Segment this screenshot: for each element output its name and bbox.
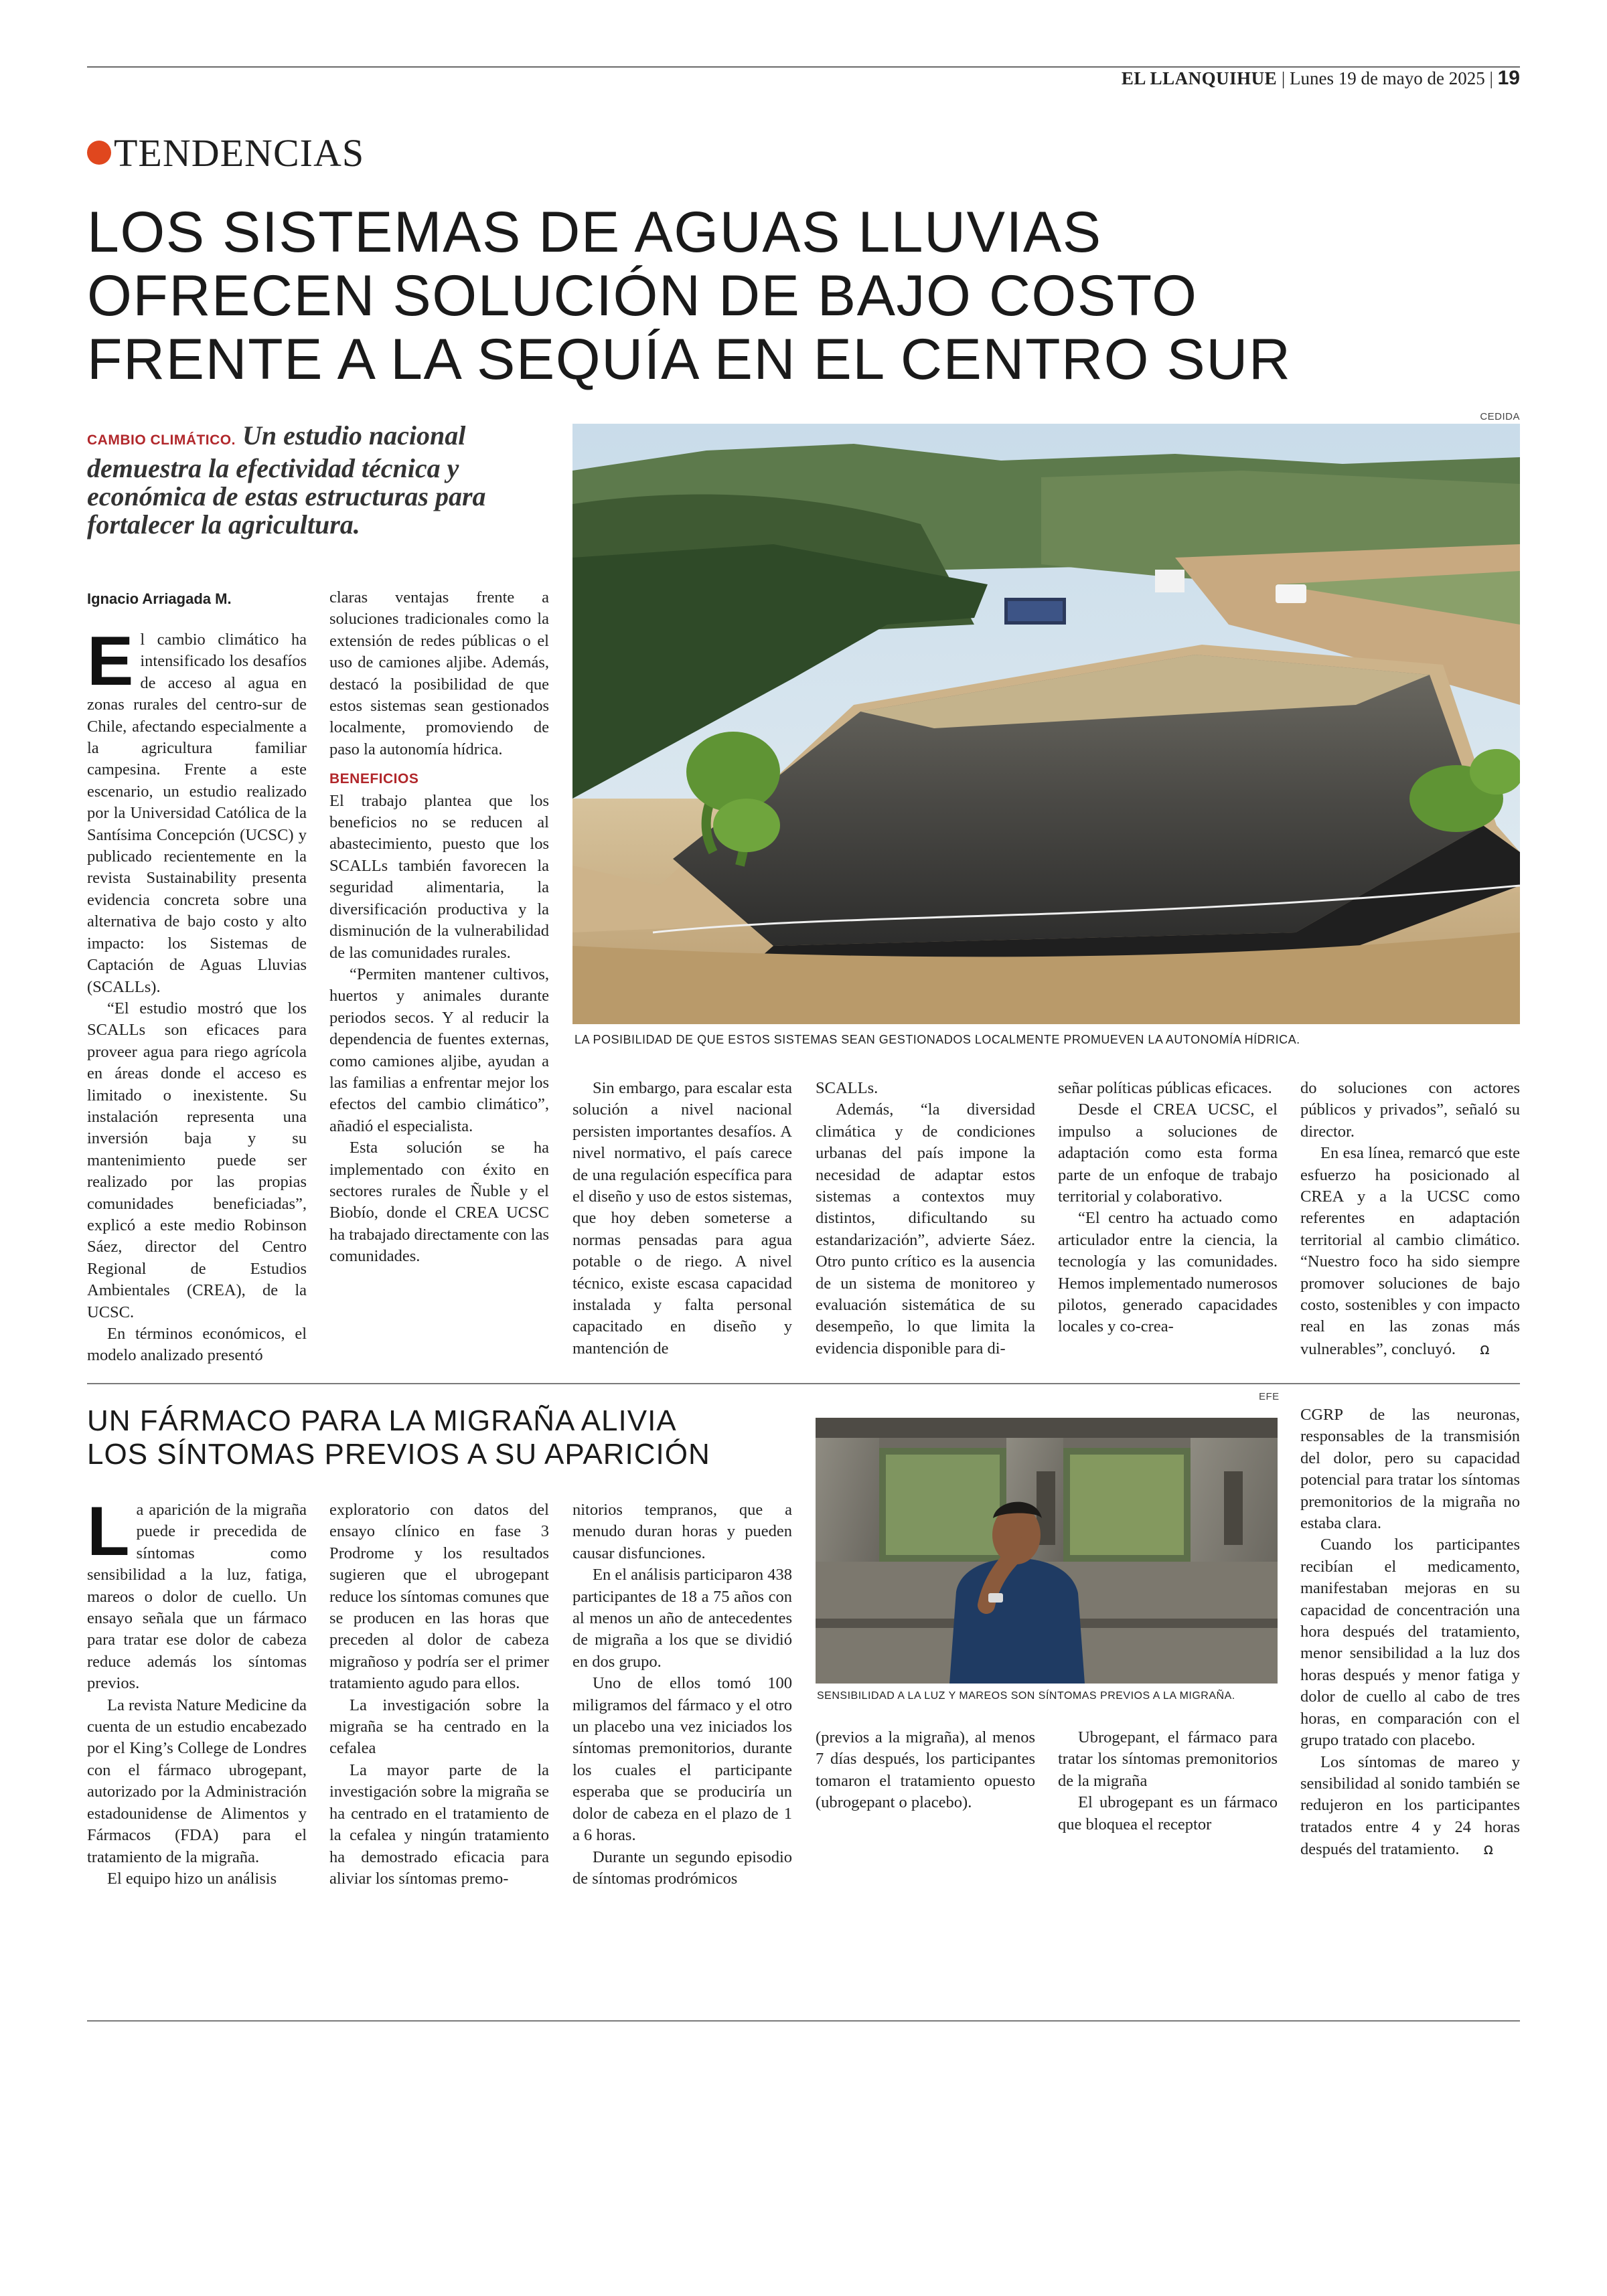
migraine-illustration: [816, 1418, 1278, 1684]
headline-line: LOS SÍNTOMAS PREVIOS A SU APARICIÓN: [87, 1438, 710, 1471]
paragraph: En el análisis participaron 438 participantes de 18 a 75 años con al menos un año de antecedentes de migraña a los que se dividió en dos grupo.: [572, 1566, 792, 1671]
paragraph: Durante un segundo episodio de síntomas prodrómicos: [572, 1848, 792, 1888]
paragraph: “El estudio mostró que los SCALLs son eficaces para proveer agua para riego agrícola en áreas donde el acceso es limitado o inexistente. Su instalación representa una inversión baja y su mantenimiento puede ser realizado por las propias comunidades beneficiadas”, explicó a este medio Robinson Sáez, director del Centro Regional de Estudios Ambientales (CREA), de la UCSC.: [87, 999, 307, 1321]
deck-text: Un estudio nacional demuestra la efectividad técnica y económica de estas estructuras para fortalecer la agricultura.: [87, 420, 486, 540]
paragraph: Sin embargo, para escalar esta solución a nivel nacional persisten importantes desafíos. A nivel normativo, el país carece de una regulación específica para el diseño y uso de estos sistemas, que hoy deben someterse a normas pensadas para agua potable o de riego. A nivel técnico, existe escasa capacidad instalada y falta personal capacitado en diseño y mantención de: [572, 1079, 792, 1358]
article1-column-4: [816, 1078, 1035, 1360]
article1-column-1: [87, 623, 307, 1367]
article2-column-4: [816, 1727, 1035, 1814]
paragraph: La mayor parte de la investigación sobre la migraña se ha centrado en el tratamiento de la cefalea y ningún tratamiento ha demostrado eficacia para aliviar los síntomas premo-: [329, 1760, 549, 1888]
headline-line: LOS SISTEMAS DE AGUAS LLUVIAS: [87, 200, 1102, 264]
paper-name: EL LLANQUIHUE: [1121, 68, 1278, 88]
paragraph: Esta solución se ha implementado con éxito en sectores rurales de Ñuble y el Biobío, donde el CREA UCSC ha trabajado directamente con las comunidades.: [329, 1139, 549, 1266]
paragraph: En esa línea, remarcó que este esfuerzo ha posicionado al CREA y a la UCSC como referentes en adaptación territorial al cambio climático. “Nuestro foco ha sido siempre promover soluciones de bajo costo, sostenibles y con impacto real en las zonas más vulnerables”, concluyó.: [1300, 1144, 1520, 1358]
page-number: 19: [1497, 67, 1520, 89]
paragraph: La investigación sobre la migraña se ha centrado en la cefalea: [329, 1696, 549, 1758]
reservoir-illustration: [572, 424, 1520, 1024]
paragraph: nitorios tempranos, que a menudo duran horas y pueden causar disfunciones.: [572, 1501, 792, 1562]
headline-line: UN FÁRMACO PARA LA MIGRAÑA ALIVIA: [87, 1404, 677, 1437]
subhead: BENEFICIOS: [329, 771, 419, 787]
folio-separator: |: [1489, 68, 1493, 88]
paragraph: CGRP de las neuronas, responsables de la transmisión del dolor, pero su capacidad potencial para tratar los síntomas premonitorios de la migraña no estaba clara.: [1300, 1406, 1520, 1533]
article1-column-5: [1058, 1078, 1278, 1338]
paragraph: El ubrogepant es un fármaco que bloquea el receptor: [1058, 1793, 1278, 1833]
headline-line: FRENTE A LA SEQUÍA EN EL CENTRO SUR: [87, 327, 1292, 392]
photo-caption: LA POSIBILIDAD DE QUE ESTOS SISTEMAS SEAN GESTIONADOS LOCALMENTE PROMUEVEN LA AUTONOMÍA HÍDRICA.: [575, 1033, 1300, 1046]
paragraph: El equipo hizo un análisis: [107, 1869, 277, 1888]
paragraph: Los síntomas de mareo y sensibilidad al sonido también se redujeron en los participantes tratados entre 4 y 24 horas después del tratamiento.: [1300, 1752, 1520, 1859]
photo-caption: SENSIBILIDAD A LA LUZ Y MAREOS SON SÍNTOMAS PREVIOS A LA MIGRAÑA.: [817, 1690, 1235, 1702]
migraine-photo: [816, 1418, 1278, 1684]
section-label: [87, 131, 364, 175]
paragraph: (previos a la migraña), al menos 7 días después, los participantes tomaron el tratamiento opuesto (ubrogepant o placebo).: [816, 1728, 1035, 1812]
byline: Ignacio Arriagada M.: [87, 590, 232, 607]
paragraph: “El centro ha actuado como articulador entre la ciencia, la tecnología y las comunidades. Hemos implementado numerosos pilotos, generado capacidades locales y co-crea-: [1058, 1209, 1278, 1336]
article2-headline: [87, 1404, 710, 1471]
article2-column-3: [572, 1499, 792, 1890]
article1-headline: [87, 201, 1426, 392]
article2-column-6: [1300, 1404, 1520, 1861]
paragraph: a aparición de la migraña puede ir precedida de síntomas como sensibilidad a la luz, fatiga, mareos o dolor de cuello. Un ensayo señala que un fármaco para tratar ese dolor de cabeza reduce además los síntomas previos.: [87, 1501, 307, 1693]
paragraph: La revista Nature Medicine da cuenta de un estudio encabezado por el King’s College de Londres con el fármaco ubrogepant, autorizado por la Administración estadounidense de Alimentos y Fármacos (FDA) para el tratamiento de la migraña.: [87, 1696, 307, 1866]
bottom-rule: [87, 2020, 1520, 2022]
paragraph: Cuando los participantes recibían el medicamento, manifestaban mejoras en su capacidad de concentración una hora después del tratamiento, menor sensibilidad a la luz dos horas después y menor fatiga y dolor de cuello al cabo de tres horas, en comparación con el grupo tratado con placebo.: [1300, 1536, 1520, 1750]
headline-line: OFRECEN SOLUCIÓN DE BAJO COSTO: [87, 264, 1198, 328]
paragraph: exploratorio con datos del ensayo clínico en fase 3 Prodrome y los resultados sugieren que el ubrogepant reduce los síntomas comunes que se producen en las horas que preceden al dolor de cabeza migrañoso y podría ser el primer tratamiento agudo para ellos.: [329, 1501, 549, 1693]
photo-credit: CEDIDA: [1480, 411, 1520, 422]
paragraph: SCALLs.: [816, 1079, 878, 1097]
photo-credit: EFE: [1259, 1391, 1280, 1402]
paragraph: “Permiten mantener cultivos, huertos y animales durante periodos secos. Y al reducir la dependencia de fuentes externas, como camiones aljibe, ayudan a las familias a enfrentar mejor los efectos del cambio climático”, añadió el especialista.: [329, 965, 549, 1135]
article1-column-3: [572, 1078, 792, 1360]
reservoir-photo: [572, 424, 1520, 1024]
article1-column-6: [1300, 1078, 1520, 1360]
end-mark-icon: ꭥ: [1483, 1839, 1494, 1859]
paragraph: Ubrogepant, el fármaco para tratar los síntomas premonitorios de la migraña: [1058, 1728, 1278, 1790]
section-label-text: TENDENCIAS: [114, 131, 365, 175]
paragraph: Además, “la diversidad climática y de condiciones urbanas del país impone la necesidad de adaptar estos sistemas a contextos muy distintos, dificultando su estandarización”, advierte Sáez. Otro punto crítico es la ausencia de un sistema de monitoreo y evaluación sistemática de su desempeño, lo que limita la evidencia disponible para di-: [816, 1100, 1035, 1358]
paragraph: Uno de ellos tomó 100 miligramos del fármaco y el otro un placebo una vez iniciados los síntomas premonitorios, durante los cuales el participante esperaba que se produciría un dolor de cabeza en el plazo de 1 a 6 horas.: [572, 1674, 792, 1845]
issue-date: Lunes 19 de mayo de 2025: [1290, 68, 1485, 88]
article1-deck: [87, 422, 489, 539]
article2-column-1: [87, 1493, 307, 1890]
paragraph: El trabajo plantea que los beneficios no se reducen al abastecimiento, puesto que los SCALLs también favorecen la seguridad alimentaria, la diversificación productiva y la disminución de la vulnerabilidad de las comunidades rurales.: [329, 791, 549, 962]
story-divider: [87, 1383, 1520, 1384]
paragraph: l cambio climático ha intensificado los desafíos de acceso al agua en zonas rurales del centro-sur de Chile, afectando especialmente a la agricultura familiar campesina. Frente a este escenario, un estudio realizado por la Universidad Católica de la Santísima Concepción (UCSC) y publicado recientemente en la revista Sustainability presenta evidencia concreta sobre una alternativa de bajo costo y alto impacto: los Sistemas de Captación de Aguas Lluvias (SCALLs).: [87, 631, 307, 996]
drop-cap: L: [87, 1493, 130, 1570]
page-folio: [1122, 67, 1520, 90]
deck-kicker: CAMBIO CLIMÁTICO.: [87, 432, 236, 448]
article2-column-5: [1058, 1727, 1278, 1835]
article2-column-2: [329, 1499, 549, 1890]
paragraph: do soluciones con actores públicos y privados”, señaló su director.: [1300, 1079, 1520, 1141]
paragraph: claras ventajas frente a soluciones tradicionales como la extensión de redes públicas o el uso de camiones aljibe. Además, destacó la posibilidad de que estos sistemas sean gestionados localmente, promoviendo de paso la autonomía hídrica.: [329, 588, 549, 758]
section-dot-icon: [87, 141, 111, 165]
paragraph: En términos económicos, el modelo analizado presentó: [87, 1325, 307, 1365]
folio-separator: |: [1281, 68, 1286, 88]
paragraph: señar políticas públicas eficaces.: [1058, 1079, 1272, 1097]
end-mark-icon: ꭥ: [1480, 1339, 1490, 1358]
drop-cap: E: [87, 623, 134, 700]
article1-column-2: [329, 587, 549, 1268]
paragraph: Desde el CREA UCSC, el impulso a soluciones de adaptación como esta forma parte de un enfoque de trabajo territorial y colaborativo.: [1058, 1100, 1278, 1206]
